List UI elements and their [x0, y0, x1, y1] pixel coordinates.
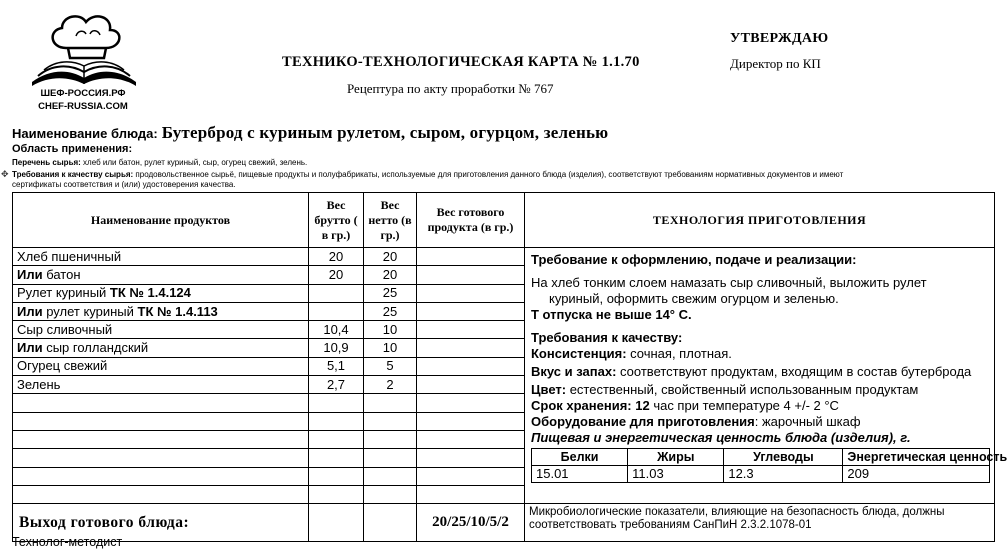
color-label: Цвет:	[531, 382, 567, 397]
product-netto: 25	[364, 284, 417, 302]
product-brutto	[309, 302, 364, 320]
product-name	[13, 394, 309, 412]
product-name-text: Рулет куриный	[17, 285, 110, 301]
product-brutto	[309, 412, 364, 430]
product-netto	[364, 449, 417, 467]
product-brutto: 10,9	[309, 339, 364, 357]
logo-text-ru: ШЕФ-РОССИЯ.РФ	[40, 88, 126, 99]
col-header-ready: Вес готового продукта (в гр.)	[417, 193, 525, 248]
product-ready	[417, 248, 525, 266]
product-brutto: 20	[309, 248, 364, 266]
product-name-text: Зелень	[17, 376, 61, 392]
nutrition-value: 11.03	[628, 466, 724, 483]
col-header-brutto: Вес брутто ( в гр.)	[309, 193, 364, 248]
product-ready	[417, 485, 525, 503]
nutrition-value: 209	[843, 466, 990, 483]
serve-heading: Требование к оформлению, подаче и реализации:	[531, 252, 857, 267]
serve-text-1: На хлеб тонким слоем намазать сыр сливочный, выложить рулет	[531, 275, 927, 290]
product-brutto: 20	[309, 266, 364, 284]
col-header-tech: ТЕХНОЛОГИЯ ПРИГОТОВЛЕНИЯ	[525, 193, 995, 248]
yield-empty-2	[364, 504, 417, 542]
product-name	[13, 321, 309, 339]
product-name	[13, 266, 309, 284]
quality-heading: Требования к качеству:	[531, 330, 683, 345]
nutrition-value-row	[532, 466, 990, 483]
product-name	[13, 339, 309, 357]
col-header-name: Наименование продуктов	[13, 193, 309, 248]
recipe-table	[12, 192, 1007, 542]
product-ready	[417, 394, 525, 412]
nutrition-header: Энергетическая ценность	[843, 449, 990, 466]
taste-label: Вкус и запах:	[531, 364, 617, 379]
product-brutto	[309, 430, 364, 448]
micro-requirements: Микробиологические показатели, влияющие на безопасность блюда, должны соответствовать требованиям СанПиН 2.3.2.1078-01	[525, 504, 995, 542]
card-title: ТЕХНИКО-ТЕХНОЛОГИЧЕСКАЯ КАРТА № 1.1.70	[282, 54, 640, 70]
dish-line	[12, 123, 608, 143]
raw-list-label: Перечень сырья:	[12, 158, 81, 167]
product-name	[13, 284, 309, 302]
product-netto: 10	[364, 321, 417, 339]
product-name	[13, 376, 309, 394]
card-subtitle: Рецептура по акту проработки № 767	[347, 81, 554, 96]
yield-empty-1	[309, 504, 364, 542]
nutrition-value: 15.01	[532, 466, 628, 483]
product-netto	[364, 412, 417, 430]
product-ready	[417, 467, 525, 485]
technology-cell	[525, 248, 1007, 504]
nutrition-header-row	[532, 449, 990, 466]
product-brutto	[309, 485, 364, 503]
quality-label: Требования к качеству сырья:	[12, 170, 134, 179]
consistency	[531, 346, 990, 362]
product-tk-ref: ТК № 1.4.113	[137, 303, 218, 319]
product-prefix: Или	[17, 266, 43, 282]
quality-text-1: продовольственное сырьё, пищевые продукты и полуфабрикаты, используемые для приготовления данного блюда (изделия), соответствуют требованиям нормативных документов и имеют	[133, 170, 844, 179]
yield-label: Выход готового блюда:	[13, 504, 309, 542]
serve-text-2: куриный, оформить свежим огурцом и зеленью.	[549, 291, 839, 306]
product-ready	[417, 302, 525, 320]
product-tk-ref: ТК № 1.4.124	[109, 285, 191, 301]
product-name	[13, 248, 309, 266]
product-netto: 20	[364, 266, 417, 284]
product-netto	[364, 467, 417, 485]
color	[531, 382, 990, 398]
chef-hat-book-icon	[28, 8, 138, 88]
equipment-text: : жарочный шкаф	[754, 414, 861, 429]
product-name-text: Огурец свежий	[17, 358, 108, 374]
nutrition-value: 12.3	[724, 466, 843, 483]
product-brutto: 5,1	[309, 357, 364, 375]
product-ready	[417, 284, 525, 302]
director-label: Директор по КП	[730, 56, 821, 71]
serve-temperature: Т отпуска не выше 14° С.	[531, 307, 692, 322]
product-brutto	[309, 467, 364, 485]
quality-requirements	[12, 170, 843, 180]
product-ready	[417, 339, 525, 357]
product-netto	[364, 485, 417, 503]
taste-text: соответствуют продуктам, входящим в состав бутерброда	[616, 364, 972, 379]
product-brutto	[309, 284, 364, 302]
approve-label: УТВЕРЖДАЮ	[730, 31, 829, 46]
product-ready	[417, 412, 525, 430]
product-name-text: рулет куриный	[42, 303, 138, 319]
nutrition-header: Углеводы	[724, 449, 843, 466]
product-netto: 5	[364, 357, 417, 375]
dish-label: Наименование блюда:	[12, 126, 158, 141]
table-row	[13, 248, 995, 266]
product-name	[13, 430, 309, 448]
product-ready	[417, 449, 525, 467]
product-netto: 10	[364, 339, 417, 357]
storage-text: час при температуре 4 +/- 2 °С	[649, 398, 839, 413]
nutrition-table	[531, 448, 1007, 483]
chef-russia-logo	[18, 8, 148, 120]
product-brutto: 10,4	[309, 321, 364, 339]
taste	[531, 364, 990, 380]
consistency-label: Консистенция:	[531, 346, 627, 361]
product-ready	[417, 430, 525, 448]
product-name-text: Сыр сливочный	[17, 321, 113, 337]
storage	[531, 398, 990, 414]
product-name	[13, 449, 309, 467]
product-brutto	[309, 449, 364, 467]
product-name-text: сыр голландский	[42, 340, 149, 356]
product-ready	[417, 376, 525, 394]
logo-text-en: CHEF-RUSSIA.COM	[38, 101, 128, 112]
application-area: Область применения:	[12, 143, 133, 155]
storage-label: Срок хранения: 12	[531, 398, 650, 413]
technologist-label: Технолог-методист	[12, 535, 123, 549]
product-name	[13, 467, 309, 485]
consistency-text: сочная, плотная.	[626, 346, 732, 361]
yield-value: 20/25/10/5/2	[417, 504, 525, 542]
nutrition-header: Жиры	[628, 449, 724, 466]
product-ready	[417, 266, 525, 284]
raw-list	[12, 158, 307, 168]
nutrition-header: Белки	[532, 449, 628, 466]
product-prefix: Или	[17, 303, 43, 319]
product-netto: 25	[364, 302, 417, 320]
product-ready	[417, 321, 525, 339]
raw-list-text: хлеб или батон, рулет куриный, сыр, огурец свежий, зелень.	[80, 158, 308, 167]
product-brutto	[309, 394, 364, 412]
product-name	[13, 485, 309, 503]
product-prefix: Или	[17, 340, 43, 356]
product-name	[13, 412, 309, 430]
product-name	[13, 357, 309, 375]
equipment-label: Оборудование для приготовления	[531, 414, 755, 429]
product-netto	[364, 430, 417, 448]
col-header-netto: Вес нетто (в гр.)	[364, 193, 417, 248]
color-text: естественный, свойственный использованным продуктам	[566, 382, 919, 397]
equipment	[531, 414, 990, 430]
quality-requirements-cont: сертификаты соответствия и (или) удостоверения качества.	[12, 180, 236, 189]
product-name-text: Хлеб пшеничный	[17, 248, 122, 264]
energy-heading: Пищевая и энергетическая ценность блюда (изделия), г.	[531, 430, 911, 445]
product-brutto: 2,7	[309, 376, 364, 394]
product-netto: 2	[364, 376, 417, 394]
product-name-text: батон	[42, 266, 81, 282]
product-netto	[364, 394, 417, 412]
product-netto: 20	[364, 248, 417, 266]
product-ready	[417, 357, 525, 375]
table-move-handle-icon[interactable]: ✥	[1, 170, 9, 180]
product-name	[13, 302, 309, 320]
dish-name: Бутерброд с куриным рулетом, сыром, огурцом, зеленью	[161, 123, 609, 142]
